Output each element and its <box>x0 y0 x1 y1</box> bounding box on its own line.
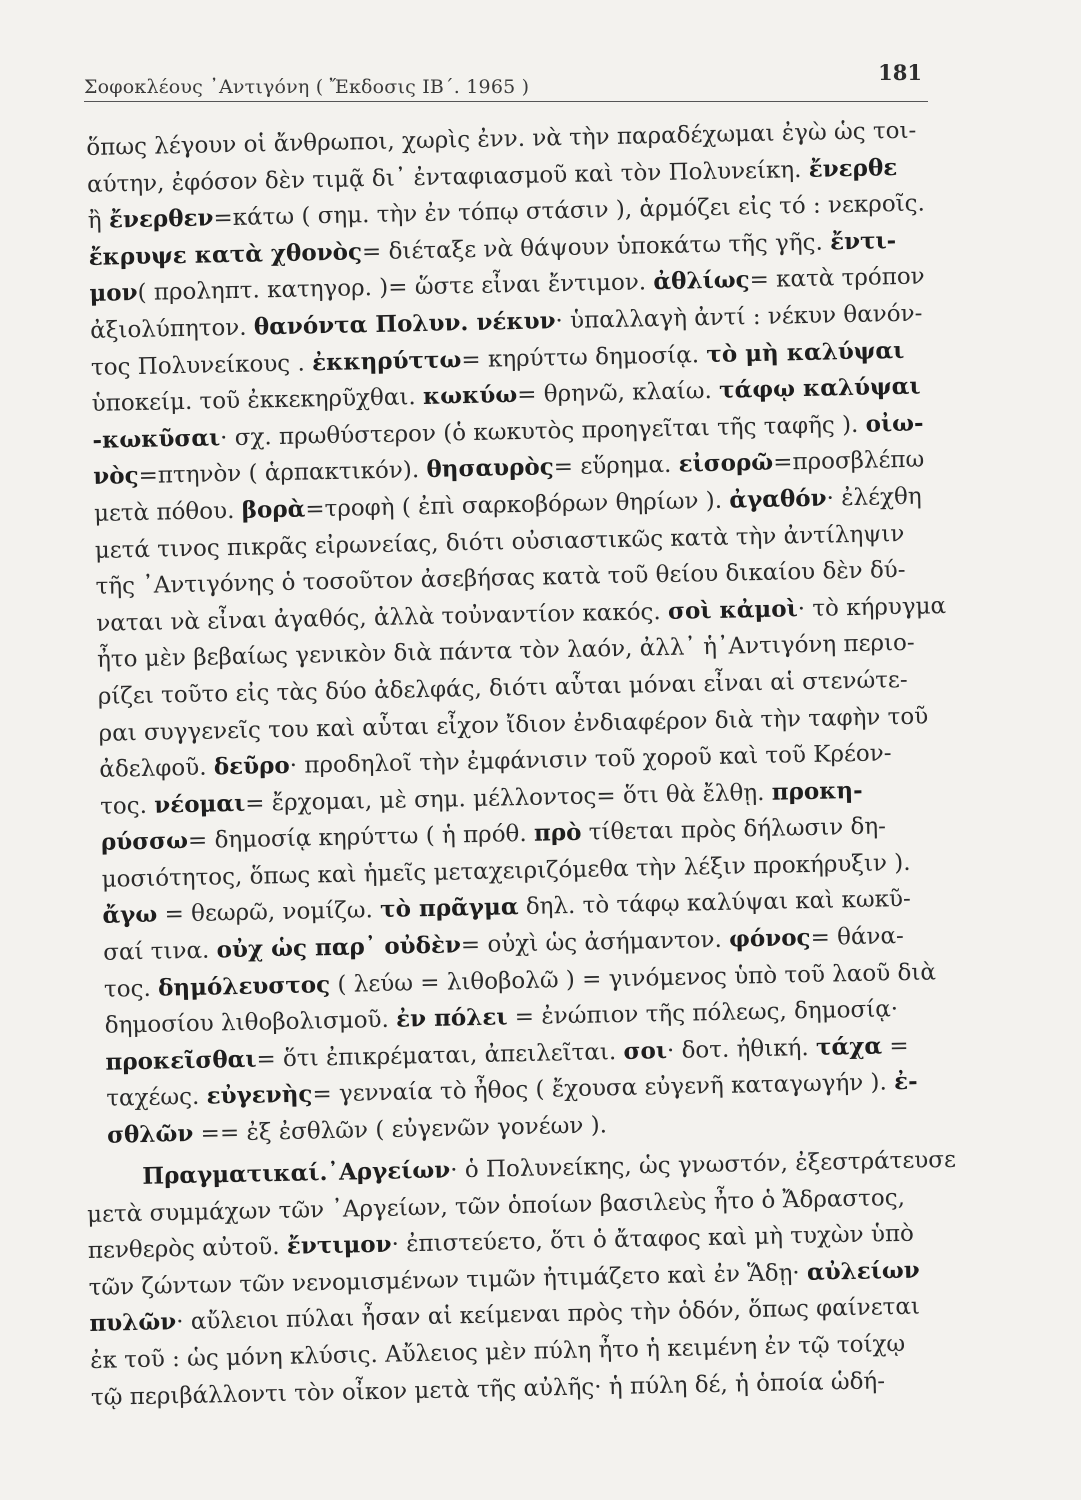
lemma-term: τάφῳ καλύψαι <box>718 372 921 404</box>
text-run: ραι συγγενεῖς του καὶ αὗται εἶχον ἴδιον ἐνδιαφέρον διὰ τὴν ταφὴν τοῦ <box>98 702 929 747</box>
text-run: = ἐνώπιον τῆς πόλεως, δημοσίᾳ· <box>507 996 899 1031</box>
text-run: = κηρύττω δημοσίᾳ. <box>461 341 707 373</box>
lemma-term: ἔκρυψε κατὰ χθονὸς <box>88 238 363 271</box>
text-run: μετὰ συμμάχων τῶν ᾿Αργείων, τῶν ὁποίων βασιλεὺς ἦτο ὁ Ἄδραστος, <box>86 1184 906 1228</box>
lemma-term: θησαυρὸς <box>426 453 555 484</box>
lemma-term: οἰω- <box>865 409 924 438</box>
text-run: = οὐχὶ ὡς ἀσήμαντον. <box>460 926 730 959</box>
lemma-term: -κωκῦσαι <box>92 424 221 454</box>
text-run: αύτην, ἐφόσον δὲν τιμᾷ δι᾿ ἐνταφιασμοῦ καὶ τὸν Πολυνείκη. <box>86 156 809 198</box>
running-header <box>84 60 928 102</box>
lemma-term: πυλῶν <box>89 1308 177 1338</box>
lemma-term: θανόντα Πολυν. νέκυν <box>253 307 556 341</box>
text-run: =τροφὴ ( ἐπὶ σαρκοβόρων θηρίων ). <box>305 487 730 523</box>
lemma-term: τὸ πρᾶγμα <box>379 893 519 924</box>
text-run: =πτηνὸν ( ἁρπακτικόν). <box>138 457 427 490</box>
lemma-term: ἔντιμον <box>286 1230 392 1260</box>
header-rule <box>84 101 928 102</box>
text-run: = θρηνῶ, κλαίω. <box>516 377 720 409</box>
lemma-term: ἔνερθε <box>808 153 898 183</box>
text-run: μετὰ πόθου. <box>93 497 242 527</box>
text-run: = θεωρῶ, νομίζω. <box>156 897 381 929</box>
text-run: = <box>881 1032 909 1060</box>
text-run: · αὔλειοι πύλαι ἦσαν αἱ κείμεναι πρὸς τὴν ὁδόν, ὅπως φαίνεται <box>175 1293 921 1336</box>
lemma-term: κωκύω <box>422 381 518 411</box>
lemma-term: εὐγενὴς <box>206 1080 313 1111</box>
text-run: · ἐπιστεύετο, ὅτι ὁ ἄταφος καὶ μὴ τυχὼν ὑπὸ <box>391 1220 915 1258</box>
lemma-term: Πραγματικαί.᾿Αργείων <box>142 1156 451 1190</box>
lemma-term: τὸ μὴ καλύψαι <box>706 336 905 368</box>
lemma-term: τάχα <box>815 1032 883 1061</box>
text-run: ( προληπτ. κατηγορ. )= ὥστε εἶναι ἔντιμον. <box>137 269 654 307</box>
lemma-term: νὸς <box>92 462 139 491</box>
text-run: · τὸ κήρυγμα <box>797 592 947 622</box>
text-run: τῶν ζώντων τῶν νενομισμένων τιμῶν ἠτιμάζετο καὶ ἐν Ἅδῃ· <box>88 1259 808 1301</box>
text-run: == ἐξ ἐσθλῶν ( εὐγενῶν γονέων ). <box>193 1112 608 1148</box>
text-run: πενθερὸς αὐτοῦ. <box>87 1234 288 1265</box>
lemma-term: προκεῖσθαι <box>105 1045 257 1076</box>
lemma-term: ἄγω <box>102 901 158 930</box>
lemma-term: ἔντι- <box>829 226 897 256</box>
text-run: σαί τινα. <box>102 937 217 966</box>
text-run: ἀδελφοῦ. <box>99 754 215 783</box>
lemma-term: βορὰ <box>241 495 306 524</box>
text-run: = εὕρημα. <box>553 452 679 481</box>
text-run: μετά τινος πικρᾶς εἰρωνείας, διότι οὐσιαστικῶς κατὰ τὴν ἀντίληψιν <box>94 520 905 564</box>
commentary-paragraph-2 <box>86 1142 971 1417</box>
text-run: = γενναία τὸ ἦθος ( ἔχουσα εὐγενῆ καταγωγήν ). <box>312 1069 895 1108</box>
lemma-term: ἔνερθεν <box>108 204 214 234</box>
page-number: 181 <box>878 60 922 85</box>
text-run: ὑποκείμ. τοῦ ἐκκεκηρῦχθαι. <box>91 384 424 418</box>
text-run: = κατὰ τρόπον <box>749 263 925 294</box>
text-run: ρίζει τοῦτο εἰς τὰς δύο ἀδελφάς, διότι αὗται μόναι εἶναι αἱ στενώτε- <box>97 666 908 710</box>
lemma-term: φόνος <box>728 924 811 953</box>
lemma-term: αὐλείων <box>806 1256 921 1286</box>
lemma-term: προκη- <box>771 776 863 806</box>
text-run: δηλ. τὸ τάφῳ καλύψαι καὶ κωκῦ- <box>518 886 912 921</box>
text-run: τῷ περιβάλλοντι τὸν οἶκον μετὰ τῆς αὐλῆς· ἡ πύλη δέ, ἡ ὁποία ὡδή- <box>90 1367 886 1411</box>
text-run: =κάτω ( σημ. τὴν ἐν τόπῳ στάσιν ), ἁρμόζει εἰς τό : νεκροῖς. <box>213 190 926 232</box>
text-run: · ἐλέχθη <box>826 483 922 512</box>
lemma-term: ἀγαθόν <box>729 484 827 514</box>
lemma-term: ρύσσω <box>100 827 189 857</box>
lemma-term: δημόλευστος <box>157 970 331 1002</box>
lemma-term: δεῦρο <box>213 751 290 781</box>
text-run: = ὅτι ἐπικρέμαται, ἀπειλεῖται. <box>256 1038 624 1073</box>
lemma-term: σοὶ κἀμοὶ <box>667 594 798 625</box>
lemma-term: ἐν πόλει <box>395 1003 508 1033</box>
text-run: τος Πολυνείκους . <box>90 349 313 381</box>
text-run: τίθεται πρὸς δήλωσιν δη- <box>581 813 887 847</box>
text-run: = θάνα- <box>810 923 905 952</box>
text-run: ἢ <box>87 207 110 235</box>
text-run: μοσιότητος, ὅπως καὶ ἡμεῖς μεταχειριζόμεθα τὴν λέξιν προκήρυξιν ). <box>101 849 911 893</box>
text-run: ἦτο μὲν βεβαίως γενικὸν διὰ πάντα τὸν λαόν, ἀλλ᾿ ἡ᾿Αντιγόνη περιο- <box>96 630 915 674</box>
lemma-term: εἰσορῶ <box>678 449 774 479</box>
text-run: τῆς ᾿Αντιγόνης ὁ τοσοῦτον ἀσεβήσας κατὰ τοῦ θείου δικαίου δὲν δύ- <box>95 557 906 601</box>
text-run: ( λεύω = λιθοβολῶ ) = γινόμενος ὑπὸ τοῦ λαοῦ διὰ <box>329 959 937 998</box>
lemma-term: πρὸ <box>533 819 582 848</box>
commentary-paragraph-1 <box>86 112 987 1155</box>
text-run: · σχ. πρωθύστερον (ὁ κωκυτὸς προηγεῖται τῆς ταφῆς ). <box>219 411 866 452</box>
text-run: · ὁ Πολυνείκης, ὡς γνωστόν, ἐξεστράτευσε <box>449 1146 957 1184</box>
text-run: δημοσίου λιθοβολισμοῦ. <box>104 1006 397 1040</box>
text-run: · ὑπαλλαγὴ ἀντί : νέκυν θανόν- <box>555 300 923 335</box>
lemma-term: σθλῶν <box>106 1120 194 1149</box>
text-run: = ἔρχομαι, μὲ σημ. μέλλοντος= ὅτι θὰ ἔλθῃ. <box>244 779 772 817</box>
text-run: ὅπως λέγουν οἱ ἄνθρωποι, χωρὶς ἐνν. νὰ τὴν παραδέχωμαι ἐγὼ ὡς τοι- <box>86 117 917 161</box>
lemma-term: ἀθλίως <box>653 266 750 296</box>
text-run: τος. <box>103 975 159 1003</box>
lemma-term: οὐχ ὡς παρ᾿ οὐδὲν <box>216 931 462 964</box>
text-run: τος. <box>99 792 155 820</box>
text-run: ἐκ τοῦ : ὡς μόνη κλύσις. Αὔλειος μὲν πύλη ἦτο ἡ κειμένη ἐν τῷ τοίχῳ <box>89 1330 906 1374</box>
lemma-term: ἐ- <box>893 1068 918 1096</box>
text-run: =προσβλέπω <box>772 446 925 477</box>
header-title: Σοφοκλέους ᾿Αντιγόνη ( Ἔκδοσις ΙΒ΄. 1965 ) <box>84 76 530 98</box>
text-run: = δημοσίᾳ κηρύττω ( ἡ πρόθ. <box>187 821 535 855</box>
lemma-term: μον <box>89 279 138 308</box>
lemma-term: ἐκκηρύττω <box>311 345 462 376</box>
text-run: ἀξιολύπητον. <box>89 314 255 344</box>
text-run: = διέταξε νὰ θάψουν ὑποκάτω τῆς γῆς. <box>361 229 831 266</box>
text-run: · προδηλοῖ τὴν ἐμφάνισιν τοῦ χοροῦ καὶ τοῦ Κρέον- <box>289 740 892 779</box>
text-run: · δοτ. ἠθική. <box>666 1034 817 1064</box>
lemma-term: νέομαι <box>153 789 246 819</box>
lemma-term: σοι <box>623 1036 668 1065</box>
text-run: ταχέως. <box>106 1084 207 1113</box>
text-run: ναται νὰ εἶναι ἀγαθός, ἀλλὰ τοὐναντίον κακός. <box>96 598 669 637</box>
